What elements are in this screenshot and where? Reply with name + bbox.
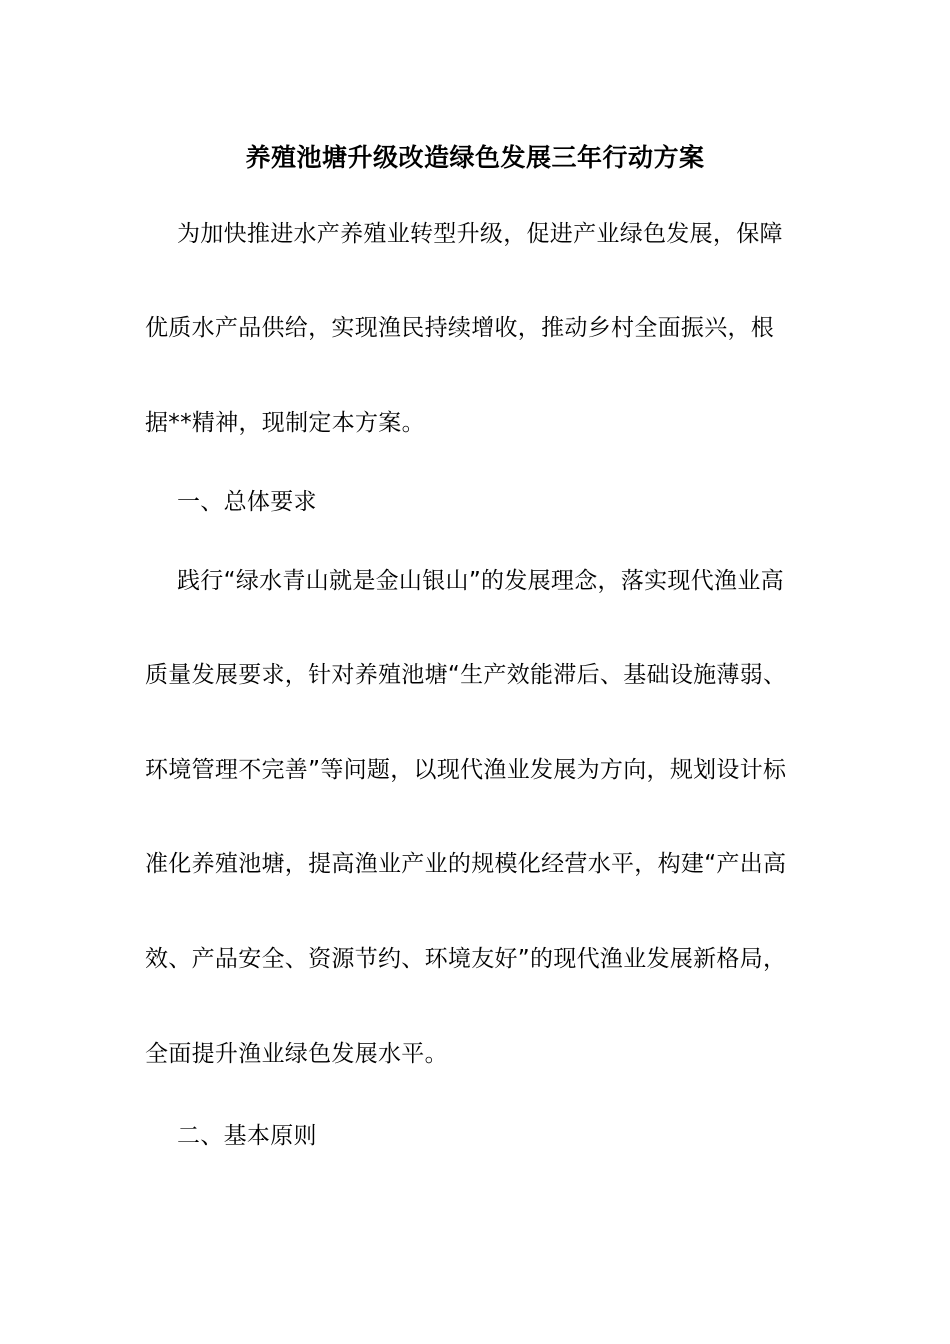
paragraph-line: 践行“绿水青山就是金山银山”的发展理念，落实现代渔业高 [177, 568, 784, 594]
paragraph-line: 为加快推进水产养殖业转型升级，促进产业绿色发展，保障 [177, 221, 783, 247]
section-heading: 二、基本原则 [177, 1123, 317, 1149]
paragraph-line: 优质水产品供给，实现渔民持续增收，推动乡村全面振兴，根 [145, 315, 775, 341]
section-heading: 一、总体要求 [177, 489, 317, 515]
paragraph-line: 质量发展要求，针对养殖池塘“生产效能滞后、基础设施薄弱、 [145, 662, 787, 688]
paragraph-line: 全面提升渔业绿色发展水平。 [145, 1041, 448, 1067]
paragraph-line: 据**精神，现制定本方案。 [145, 410, 425, 436]
paragraph-line: 效、产品安全、资源节约、环境友好”的现代渔业发展新格局， [145, 946, 787, 972]
paragraph-line: 准化养殖池塘，提高渔业产业的规模化经营水平，构建“产出高 [145, 851, 787, 877]
paragraph-line: 环境管理不完善”等问题，以现代渔业发展为方向，规划设计标 [145, 757, 787, 783]
document-title: 养殖池塘升级改造绿色发展三年行动方案 [245, 143, 705, 172]
